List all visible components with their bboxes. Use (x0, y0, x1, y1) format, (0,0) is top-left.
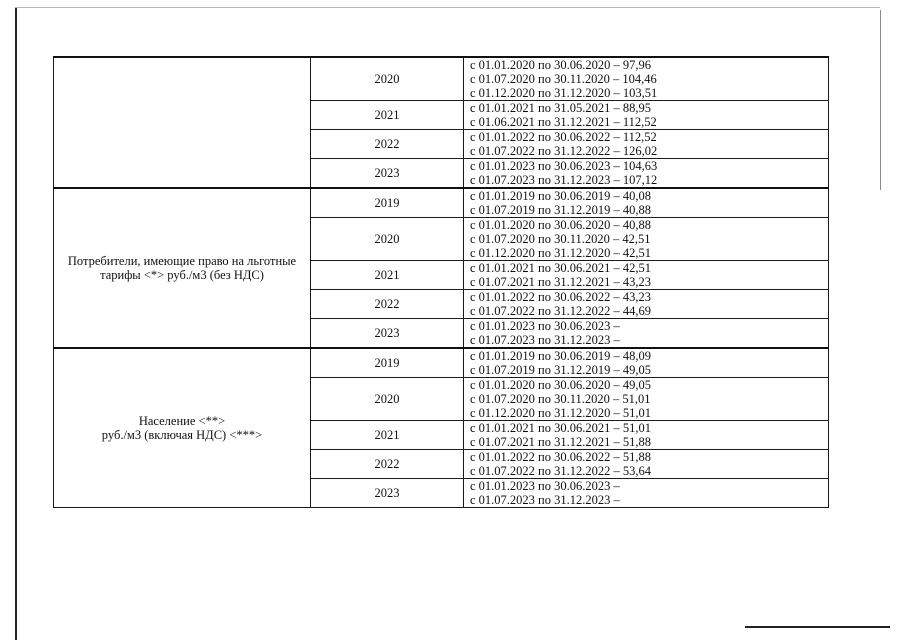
tariff-period: с 01.07.2021 по 31.12.2021 – 43,23 (470, 275, 651, 289)
tariff-table (53, 56, 829, 508)
tariff-period: с 01.06.2021 по 31.12.2021 – 112,52 (470, 115, 657, 129)
tariff-periods-cell (464, 159, 829, 189)
tariff-period: с 01.01.2020 по 30.06.2020 – 40,88 (470, 218, 651, 232)
consumer-category-label: руб./м3 (включая НДС) <***> (101, 428, 263, 442)
tariff-periods-cell (464, 188, 829, 218)
tariff-period: с 01.01.2021 по 30.06.2021 – 42,51 (470, 261, 651, 275)
tariff-periods-cell (464, 421, 829, 450)
tariff-period: с 01.07.2020 по 30.11.2020 – 42,51 (470, 232, 651, 246)
tariff-period: с 01.01.2019 по 30.06.2019 – 40,08 (470, 189, 651, 203)
scan-edge-right (880, 10, 881, 190)
year-cell: 2021 (311, 261, 464, 290)
tariff-period: с 01.01.2021 по 31.05.2021 – 88,95 (470, 101, 651, 115)
tariff-period: с 01.01.2020 по 30.06.2020 – 97,96 (470, 58, 651, 72)
tariff-periods-cell (464, 130, 829, 159)
tariff-periods-cell (464, 57, 829, 101)
year-cell: 2019 (311, 188, 464, 218)
tariff-periods-cell (464, 319, 829, 349)
tariff-periods-cell (464, 479, 829, 508)
tariff-periods-cell (464, 348, 829, 378)
tariff-period: с 01.07.2023 по 31.12.2023 – 107,12 (470, 173, 658, 187)
tariff-period: с 01.07.2019 по 31.12.2019 – 40,88 (470, 203, 651, 217)
tariff-period: с 01.07.2020 по 30.11.2020 – 51,01 (470, 392, 651, 406)
tariff-table-body (54, 57, 829, 508)
consumer-category-cell (54, 57, 311, 188)
year-cell: 2021 (311, 421, 464, 450)
tariff-period: с 01.07.2019 по 31.12.2019 – 49,05 (470, 363, 651, 377)
tariff-period: с 01.01.2023 по 30.06.2023 – (470, 479, 620, 493)
consumer-category-label: тарифы <*> руб./м3 (без НДС) (100, 268, 264, 282)
table-row (54, 188, 829, 218)
tariff-periods-cell (464, 218, 829, 261)
year-cell: 2023 (311, 319, 464, 349)
tariff-period: с 01.01.2022 по 30.06.2022 – 112,52 (470, 130, 657, 144)
year-cell: 2023 (311, 159, 464, 189)
tariff-periods-cell (464, 290, 829, 319)
tariff-period: с 01.07.2021 по 31.12.2021 – 51,88 (470, 435, 651, 449)
tariff-period: с 01.07.2022 по 31.12.2022 – 44,69 (470, 304, 651, 318)
tariff-periods-cell (464, 101, 829, 130)
year-cell: 2022 (311, 290, 464, 319)
scan-edge-bottom (745, 626, 890, 628)
tariff-period: с 01.07.2023 по 31.12.2023 – (470, 493, 620, 507)
table-row (54, 348, 829, 378)
tariff-periods-cell (464, 450, 829, 479)
tariff-period: с 01.01.2023 по 30.06.2023 – (470, 319, 620, 333)
year-cell: 2020 (311, 57, 464, 101)
year-cell: 2020 (311, 378, 464, 421)
year-cell: 2023 (311, 479, 464, 508)
consumer-category-label: Потребители, имеющие право на льготные (67, 254, 297, 268)
year-cell: 2022 (311, 130, 464, 159)
tariff-period: с 01.01.2022 по 30.06.2022 – 43,23 (470, 290, 651, 304)
tariff-period: с 01.01.2023 по 30.06.2023 – 104,63 (470, 159, 658, 173)
consumer-category-label: Население <**> (138, 414, 226, 428)
tariff-period: с 01.07.2022 по 31.12.2022 – 126,02 (470, 144, 658, 158)
consumer-category-cell (54, 348, 311, 508)
tariff-period: с 01.07.2020 по 30.11.2020 – 104,46 (470, 72, 657, 86)
year-cell: 2019 (311, 348, 464, 378)
tariff-period: с 01.07.2022 по 31.12.2022 – 53,64 (470, 464, 651, 478)
tariff-period: с 01.07.2023 по 31.12.2023 – (470, 333, 620, 347)
tariff-period: с 01.12.2020 по 31.12.2020 – 51,01 (470, 406, 651, 420)
tariff-periods-cell (464, 378, 829, 421)
year-cell: 2020 (311, 218, 464, 261)
scan-edge-top (15, 7, 880, 8)
tariff-period: с 01.01.2021 по 30.06.2021 – 51,01 (470, 421, 651, 435)
year-cell: 2021 (311, 101, 464, 130)
tariff-period: с 01.01.2022 по 30.06.2022 – 51,88 (470, 450, 651, 464)
tariff-periods-cell (464, 261, 829, 290)
scan-edge-left (15, 8, 17, 640)
consumer-category-cell (54, 188, 311, 348)
table-row (54, 57, 829, 101)
tariff-period: с 01.01.2019 по 30.06.2019 – 48,09 (470, 349, 651, 363)
tariff-period: с 01.12.2020 по 31.12.2020 – 103,51 (470, 86, 658, 100)
tariff-period: с 01.12.2020 по 31.12.2020 – 42,51 (470, 246, 651, 260)
year-cell: 2022 (311, 450, 464, 479)
tariff-period: с 01.01.2020 по 30.06.2020 – 49,05 (470, 378, 651, 392)
